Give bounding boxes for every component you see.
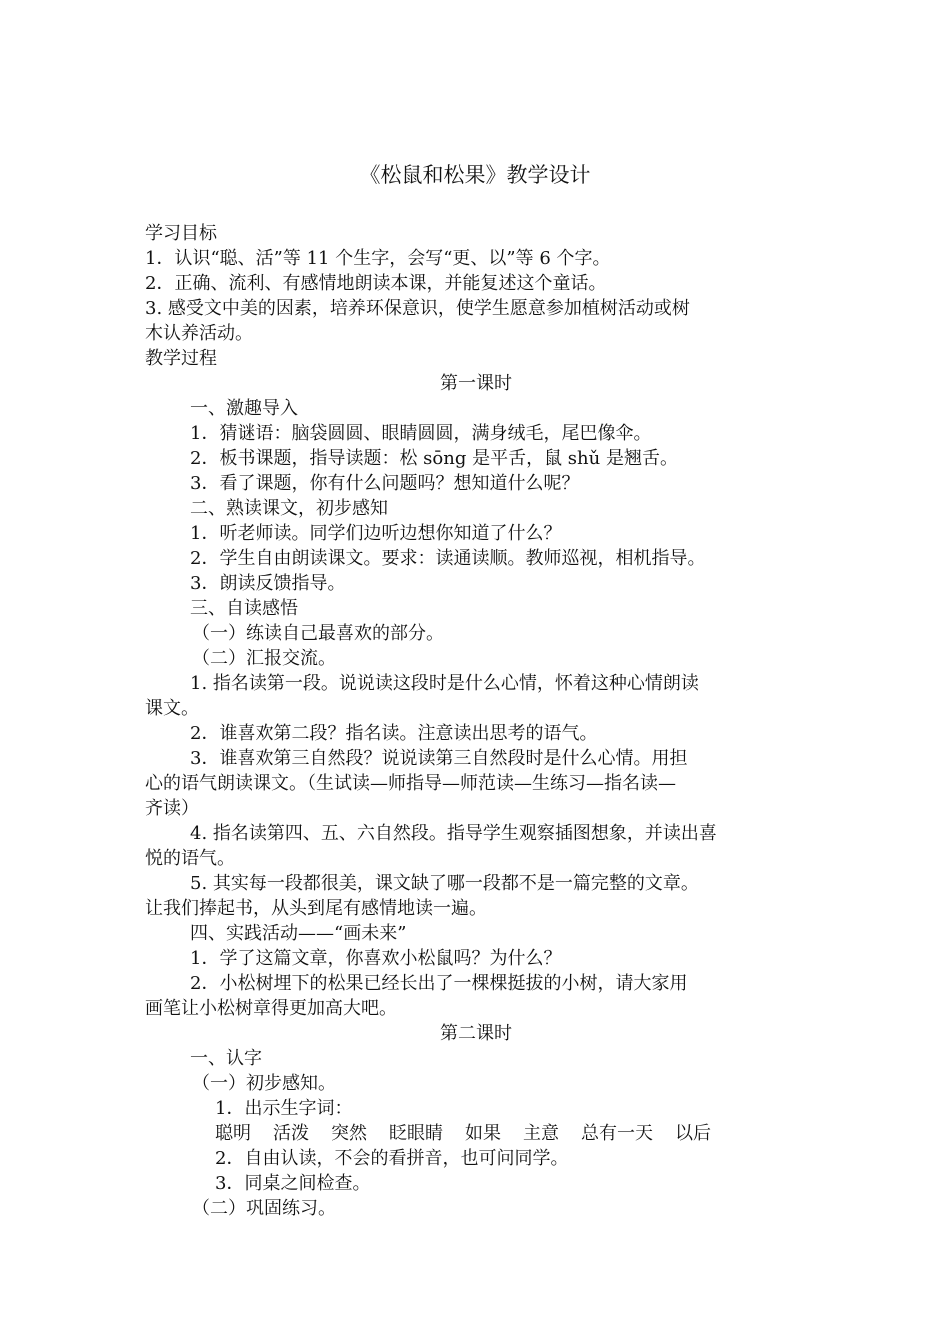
objective-1: 1．认识“聪、活”等 11 个生字，会写“更、以”等 6 个字。	[145, 248, 611, 269]
paragraph-line: 齐读）	[145, 798, 199, 819]
objective-2: 2．正确、流利、有感情地朗读本课，并能复述这个童话。	[145, 273, 607, 294]
document-title: 《松鼠和松果》教学设计	[359, 163, 591, 187]
section-heading: 二、熟读课文，初步感知	[190, 498, 388, 519]
list-item: 3．同桌之间检查。	[215, 1173, 371, 1194]
paragraph-line: 悦的语气。	[145, 848, 235, 869]
list-item: 3．朗读反馈指导。	[190, 573, 346, 594]
list-item: 1．学了这篇文章，你喜欢小松鼠吗？为什么？	[190, 948, 562, 969]
paragraph-line: 4. 指名读第四、五、六自然段。指导学生观察插图想象，并读出喜	[190, 823, 717, 844]
word-item: 活泼	[273, 1123, 309, 1144]
paragraph-line: 让我们捧起书，从头到尾有感情地读一遍。	[145, 898, 487, 919]
subsection-heading: （二）汇报交流。	[192, 648, 336, 669]
list-item: 2．板书课题，指导读题：松 sōng 是平舌，鼠 shǔ 是翘舌。	[190, 448, 678, 469]
objectives-heading: 学习目标	[145, 223, 217, 244]
objective-3: 3. 感受文中美的因素，培养环保意识，使学生愿意参加植树活动或树	[145, 298, 690, 319]
list-item: 1．猜谜语：脑袋圆圆、眼睛圆圆，满身绒毛，尾巴像伞。	[190, 423, 652, 444]
subsection-heading: （一）练读自己最喜欢的部分。	[192, 623, 444, 644]
paragraph-line: 3．谁喜欢第三自然段？说说读第三自然段时是什么心情。用担	[190, 748, 688, 769]
paragraph-line: 5. 其实每一段都很美，课文缺了哪一段都不是一篇完整的文章。	[190, 873, 699, 894]
paragraph-line: 1. 指名读第一段。说说读这段时是什么心情，怀着这种心情朗读	[190, 673, 699, 694]
list-item: 1．听老师读。同学们边听边想你知道了什么？	[190, 523, 562, 544]
section-heading: 四、实践活动——“画未来”	[190, 923, 407, 944]
document-body	[145, 221, 807, 1221]
section-heading: 一、激趣导入	[190, 398, 298, 419]
subsection-heading: （一）初步感知。	[192, 1073, 336, 1094]
paragraph-line: 2．小松树埋下的松果已经长出了一棵棵挺拔的小树，请大家用	[190, 973, 688, 994]
list-item: 2．学生自由朗读课文。要求：读通读顺。教师巡视，相机指导。	[190, 548, 706, 569]
objective-3-cont: 木认养活动。	[145, 323, 253, 344]
process-heading: 教学过程	[145, 348, 217, 369]
subsection-heading: （二）巩固练习。	[192, 1198, 336, 1219]
lesson1-heading: 第一课时	[440, 373, 512, 394]
word-item: 主意	[523, 1123, 559, 1144]
paragraph-line: 画笔让小松树章得更加高大吧。	[145, 998, 397, 1019]
word-item: 眨眼睛	[389, 1123, 443, 1144]
section-heading: 三、自读感悟	[190, 598, 298, 619]
list-item: 1．出示生字词：	[215, 1098, 353, 1119]
list-item: 2．自由认读，不会的看拼音，也可问同学。	[215, 1148, 569, 1169]
word-item: 如果	[465, 1123, 501, 1144]
paragraph-line: 课文。	[145, 698, 199, 719]
paragraph-line: 2．谁喜欢第二段？指名读。注意读出思考的语气。	[190, 723, 598, 744]
word-list	[145, 1121, 807, 1146]
word-item: 总有一天	[581, 1123, 653, 1144]
word-item: 以后	[675, 1123, 711, 1144]
paragraph-line: 心的语气朗读课文。（生试读—师指导—师范读—生练习—指名读—	[145, 773, 676, 794]
list-item: 3．看了课题，你有什么问题吗？想知道什么呢？	[190, 473, 580, 494]
word-item: 突然	[331, 1123, 367, 1144]
lesson2-heading: 第二课时	[440, 1023, 512, 1044]
word-item: 聪明	[215, 1123, 251, 1144]
section-heading: 一、认字	[190, 1048, 262, 1069]
